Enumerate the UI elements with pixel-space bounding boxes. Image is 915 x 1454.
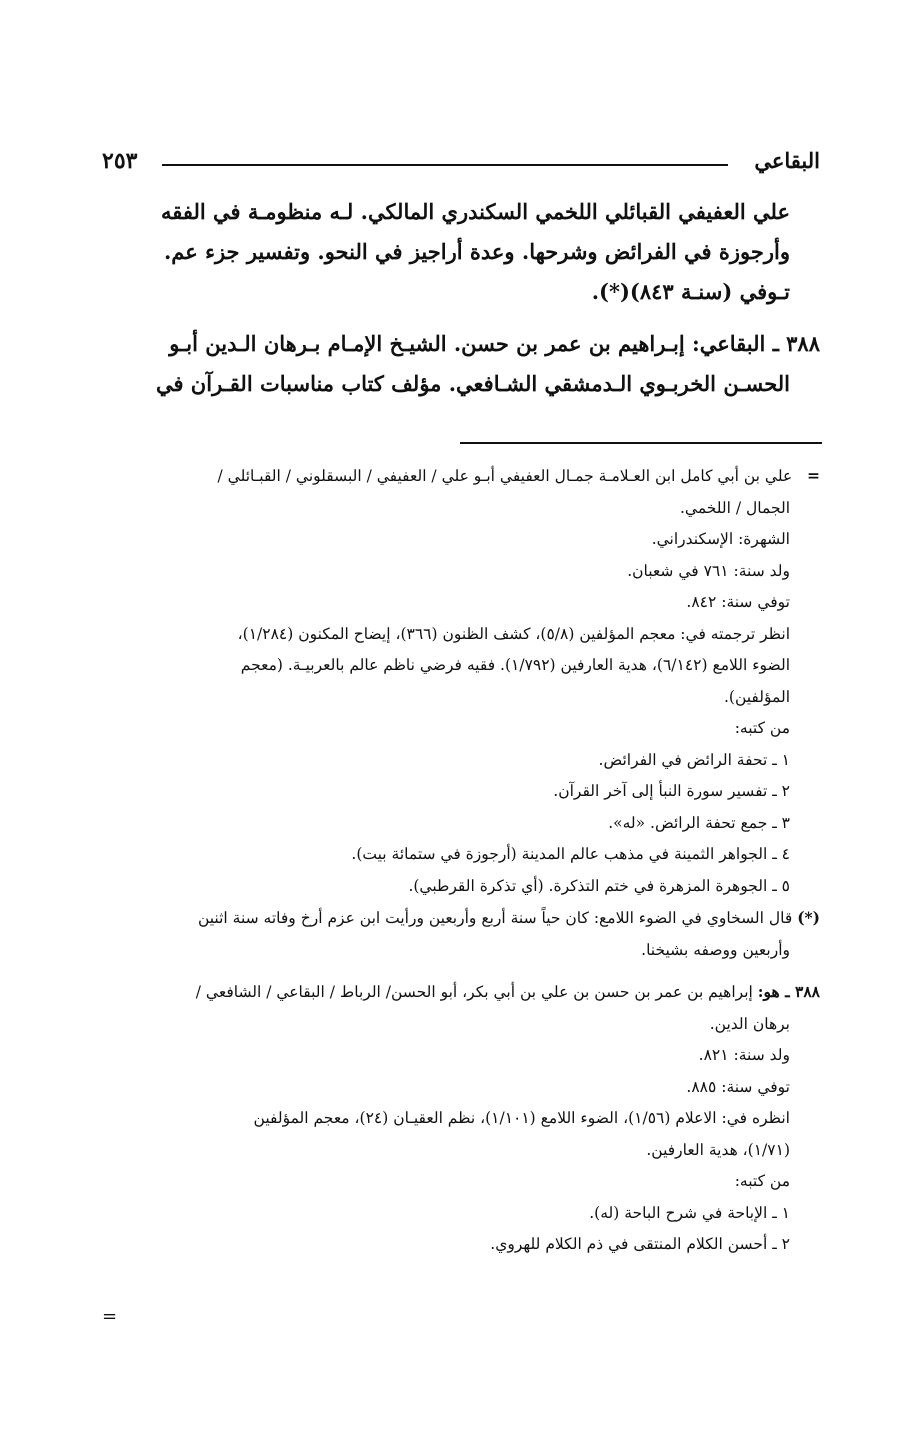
footnote-line: توفي سنة: ٨٨٥. (686, 1077, 790, 1096)
footnote-line: ولد سنة: ٧٦١ في شعبان. (627, 561, 790, 580)
main-text (102, 192, 820, 404)
footnote-388: ٣٨٨ ـ هو: إبراهيم بن عمر بن حسن بن علي بن أبي بكر، أبو الحسن/ الرباط / البقاعي / الشافعي / (195, 982, 820, 1001)
footnote-line: الشهرة: الإسكندراني. (651, 530, 790, 548)
footnote-line: من كتبه: (734, 1172, 790, 1190)
footnote-line: (١/٧١)، هدية العارفين. (646, 1140, 790, 1159)
running-header (102, 148, 820, 178)
footnote-line: ٥ ـ الجوهرة المزهرة في ختم التذكرة. (أي تذكرة القرطبي). (408, 876, 790, 895)
entry-number: ٣٨٨ ـ (772, 331, 820, 356)
footnote-line: ١ ـ الإباحة في شرح الباحة (له). (589, 1203, 790, 1222)
entry-text: إبـراهيم بن عمر بن حسن. الشيـخ الإمـام بـرهان الـدين أبـو (169, 331, 692, 356)
star-note: (*) قال السخاوي في الضوء اللامع: كان حياً سنة أربع وأربعين ورأيت ابن عزم أرخ وفاته سنة اثنين (197, 908, 820, 927)
footnote-388-label: ٣٨٨ ـ هو: (757, 982, 820, 1001)
continued-marker: = (102, 1306, 118, 1327)
star-note-line: وأربعين ووصفه بشيخنا. (641, 940, 790, 959)
main-line: تـوفي (سنـة ٨٤٣)(*). (591, 279, 790, 304)
star-marker: (*) (797, 908, 820, 927)
footnote-line: الضوء اللامع (٦/١٤٢)، هدية العارفين (١/٧٩٢). فقيه فرضي ناظم عالم بالعربيـة. (معجم (240, 656, 790, 674)
footnote-line: توفي سنة: ٨٤٢. (686, 593, 790, 611)
footnote-line: ٢ ـ أحسن الكلام المنتقى في ذم الكلام للهروي. (490, 1235, 790, 1253)
footnotes (102, 460, 820, 1261)
footnote-separator (460, 442, 822, 444)
footnote-line: ١ ـ تحفة الرائض في الفرائض. (598, 750, 790, 769)
footnote-line: ولد سنة: ٨٢١. (698, 1046, 790, 1064)
main-line: علي العفيفي القبائلي اللخمي السكندري المالكي. لـه منظومـة في الفقه (160, 199, 790, 224)
footnote-line: ٤ ـ الجواهر الثمينة في مذهب عالم المدينة (أرجوزة في ستمائة بيت). (351, 845, 790, 863)
footnote-line: من كتبه: (734, 719, 790, 737)
page-number: ٢٥٣ (102, 148, 138, 174)
main-line: وأرجوزة في الفرائض وشرحها. وعدة أراجيز في النحو. وتفسير جزء عم. (163, 239, 790, 264)
footnote-line: الجمال / اللخمي. (679, 498, 790, 517)
header-rule (162, 164, 728, 166)
continuation-marker: = (807, 466, 820, 485)
footnote-line: ٣ ـ جمع تحفة الرائض. «له». (608, 813, 790, 832)
entry-388 (102, 324, 820, 404)
entry-first-line (102, 324, 820, 364)
spacer (102, 966, 820, 976)
footnote-line: المؤلفين). (723, 687, 790, 706)
running-title: البقاعي (754, 148, 820, 173)
footnote-line: ٢ ـ تفسير سورة النبأ إلى آخر القرآن. (553, 782, 790, 800)
footnote-line: برهان الدين. (709, 1014, 790, 1033)
footnote-line: انظر ترجمته في: معجم المؤلفين (٥/٨)، كشف الظنون (٣٦٦)، إيضاح المكنون (١/٢٨٤)، (237, 624, 790, 643)
entry-name: البقاعي: (691, 331, 766, 356)
entry-line: الحسـن الخربـوي الـدمشقي الشـافعي. مؤلف كتاب مناسبات القـرآن في (155, 371, 790, 396)
footnote-line: انظره في: الاعلام (١/٥٦)، الضوء اللامع (١/١٠١)، نظم العقيـان (٢٤)، معجم المؤلفين (253, 1109, 790, 1127)
footnote-line: = علي بن أبي كامل ابن العـلامـة جمـال العفيفي أبـو علي / العفيفي / البسقلوني / القبـائلي / (217, 466, 820, 485)
